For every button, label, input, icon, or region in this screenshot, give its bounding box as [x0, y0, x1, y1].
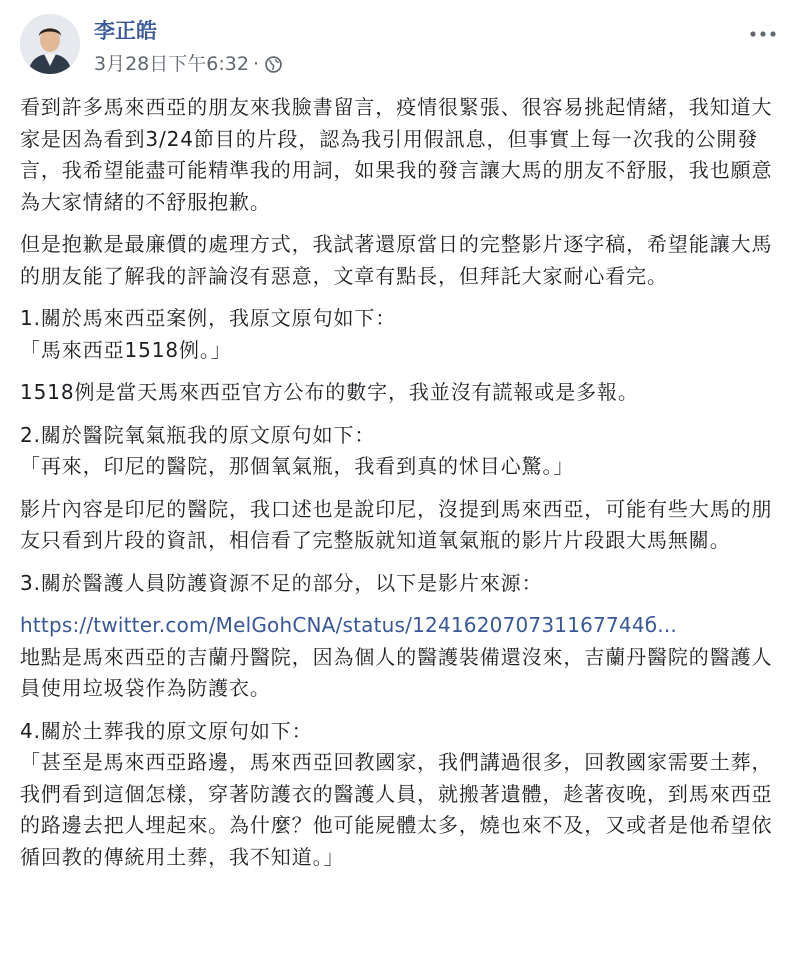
meta-separator: ·: [252, 53, 259, 75]
post-meta: [94, 52, 282, 76]
source-link[interactable]: https://twitter.com/MelGohCNA/status/124162070731167744б...: [20, 613, 677, 637]
more-options-icon[interactable]: [748, 28, 778, 40]
paragraph: 影片內容是印尼的醫院，我口述也是說印尼，沒提到馬來西亞，可能有些大馬的朋友只看到片段的資訊，相信看了完整版就知道氧氣瓶的影片片段跟大馬無關。: [20, 496, 773, 552]
post-timestamp[interactable]: 3月28日下午6:32: [94, 53, 249, 75]
paragraph: 地點是馬來西亞的吉蘭丹醫院，因為個人的醫護裝備還沒來，吉蘭丹醫院的醫護人員使用垃圾袋作為防護衣。: [20, 644, 773, 700]
avatar-image: [20, 14, 80, 74]
paragraph: 4.關於土葬我的原文原句如下： 「甚至是馬來西亞路邊，馬來西亞回教國家，我們講過很多，回教國家需要土葬，我們看到這個怎樣，穿著防護衣的醫護人員，就搬著遺體，趁著夜晚，到馬來西亞的路邊去把人埋起來。為什麼？他可能屍體太多，燒也來不及，又或者是他希望依循回教的傳統用土葬，我不知道。」: [20, 718, 773, 869]
source-link-paragraph: [20, 610, 778, 642]
globe-icon[interactable]: [265, 56, 282, 73]
paragraph: 但是抱歉是最廉價的處理方式，我試著還原當日的完整影片逐字稿，希望能讓大馬的朋友能了解我的評論沒有惡意，文章有點長，但拜託大家耐心看完。: [20, 232, 773, 288]
paragraph: 1518例是當天馬來西亞官方公布的數字，我並沒有謊報或是多報。: [20, 380, 639, 404]
paragraph: 3.關於醫護人員防護資源不足的部分，以下是影片來源：: [20, 570, 543, 595]
author-name[interactable]: 李正皓: [94, 19, 157, 43]
post-body: [20, 92, 778, 884]
post-header: [20, 14, 780, 82]
paragraph: 1.關於馬來西亞案例，我原文原句如下： 「馬來西亞1518例。」: [20, 306, 397, 362]
paragraph: 2.關於醫院氧氣瓶我的原文原句如下： 「再來，印尼的醫院，那個氧氣瓶，我看到真的怵目心驚。」: [20, 422, 575, 478]
avatar[interactable]: [20, 14, 80, 74]
paragraph: 看到許多馬來西亞的朋友來我臉書留言，疫情很緊張、很容易挑起情緒，我知道大家是因為看到3/24節目的片段，認為我引用假訊息，但事實上每一次我的公開發言，我希望能盡可能精準我的用詞，如果我的發言讓大馬的朋友不舒服，我也願意為大家情緒的不舒服抱歉。: [20, 95, 773, 214]
